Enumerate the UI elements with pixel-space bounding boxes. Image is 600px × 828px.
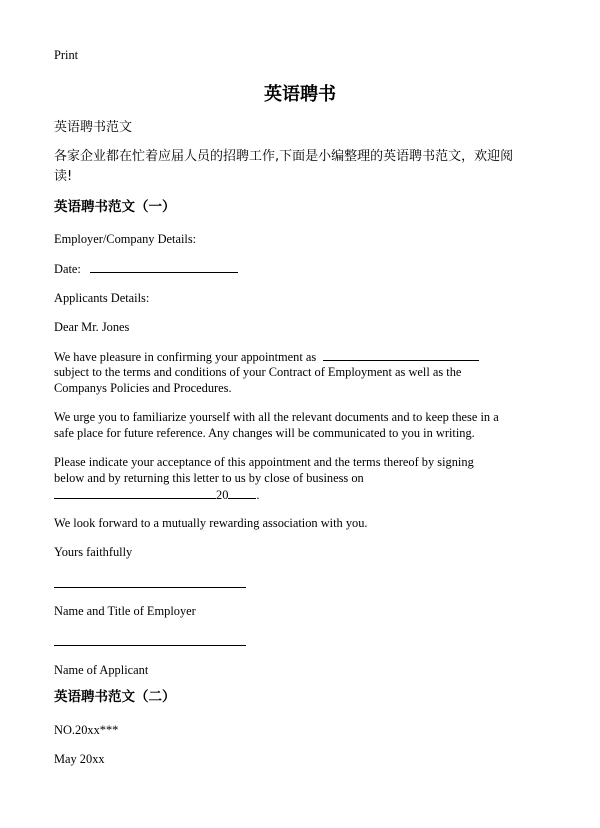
paragraph-1-line-3: Companys Policies and Procedures. bbox=[54, 381, 232, 395]
employer-signature-label: Name and Title of Employer bbox=[54, 604, 196, 618]
paragraph-2-line-1: We urge you to familiarize yourself with all the relevant documents and to keep these in a bbox=[54, 410, 499, 424]
sign-off: Yours faithfully bbox=[54, 545, 133, 559]
paragraph-1-line-1 bbox=[54, 349, 479, 364]
applicant-signature-label: Name of Applicant bbox=[54, 663, 149, 677]
paragraph-2-line-2: safe place for future reference. Any changes will be communicated to you in writing. bbox=[54, 426, 475, 440]
salutation: Dear Mr. Jones bbox=[54, 320, 130, 334]
year-prefix: 20 bbox=[216, 488, 229, 502]
appointment-blank-line bbox=[323, 349, 479, 361]
section-2-heading: 英语聘书范文（二） bbox=[54, 689, 176, 705]
paragraph-3-line-3 bbox=[54, 487, 260, 502]
paragraph-1-line-2: subject to the terms and conditions of your Contract of Employment as well as the bbox=[54, 365, 462, 379]
year-blank-line bbox=[228, 487, 256, 499]
print-link[interactable]: Print bbox=[54, 48, 79, 62]
date-blank-line bbox=[90, 261, 238, 273]
document-number: NO.20xx*** bbox=[54, 723, 119, 737]
employer-details: Employer/Company Details: bbox=[54, 232, 197, 246]
closing-paragraph: We look forward to a mutually rewarding association with you. bbox=[54, 516, 368, 530]
date-row bbox=[54, 261, 238, 276]
intro-line-2: 读! bbox=[54, 169, 73, 184]
document-date: May 20xx bbox=[54, 752, 105, 766]
page-title: 英语聘书 bbox=[264, 84, 336, 105]
section-1-heading: 英语聘书范文（一） bbox=[54, 199, 176, 215]
applicants-details: Applicants Details: bbox=[54, 291, 150, 305]
paragraph-1-text: We have pleasure in confirming your appointment as bbox=[54, 350, 317, 364]
period: . bbox=[256, 488, 260, 502]
paragraph-3-line-1: Please indicate your acceptance of this appointment and the terms thereof by signing bbox=[54, 455, 474, 469]
intro-line-1: 各家企业都在忙着应届人员的招聘工作,下面是小编整理的英语聘书范文，欢迎阅 bbox=[54, 149, 514, 164]
return-date-blank-line bbox=[54, 487, 216, 499]
date-label: Date: bbox=[54, 262, 81, 276]
employer-signature-line bbox=[54, 587, 246, 588]
subtitle: 英语聘书范文 bbox=[54, 120, 133, 135]
applicant-signature-line bbox=[54, 645, 246, 646]
paragraph-3-line-2: below and by returning this letter to us by close of business on bbox=[54, 471, 364, 485]
